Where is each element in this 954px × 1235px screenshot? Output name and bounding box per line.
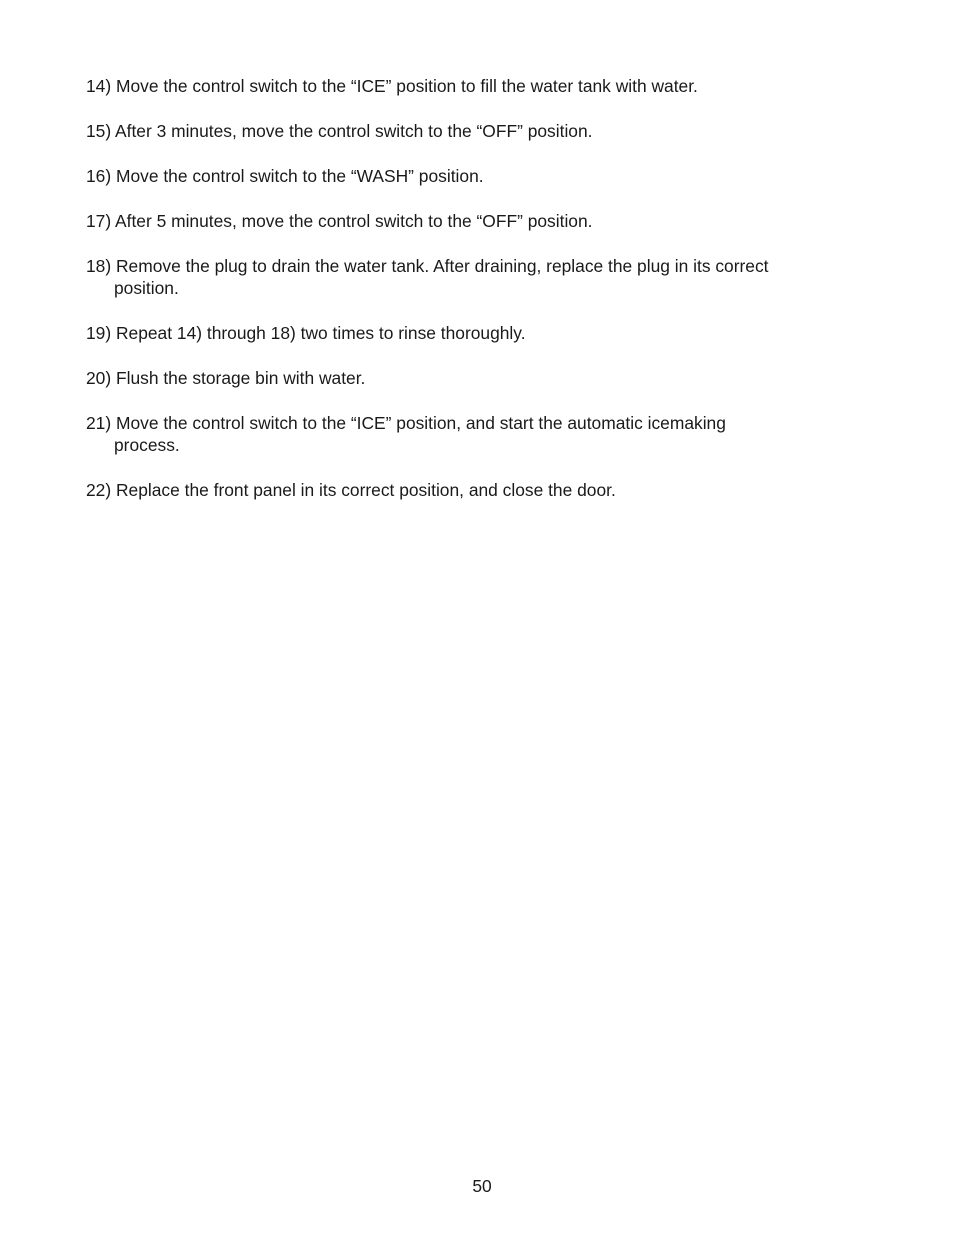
step-text: After 3 minutes, move the control switch to the “OFF” position. (115, 121, 593, 141)
step-number: 17) (86, 211, 112, 231)
step-number: 22) (86, 480, 112, 500)
step-continuation: position. (114, 278, 179, 298)
step-text: Remove the plug to drain the water tank. After draining, replace the plug in its correct (115, 256, 769, 276)
step-text: Repeat 14) through 18) two times to rinse thoroughly. (115, 323, 526, 343)
step-20 (86, 367, 846, 389)
step-number: 16) (86, 166, 112, 186)
step-21 (86, 412, 846, 456)
step-number: 20) (86, 368, 112, 388)
page-number: 50 (472, 1176, 492, 1196)
step-number: 15) (86, 121, 112, 141)
step-number: 19) (86, 323, 112, 343)
step-18 (86, 255, 846, 299)
step-22 (86, 479, 846, 501)
step-19 (86, 322, 846, 344)
step-17 (86, 210, 846, 232)
step-text: Move the control switch to the “WASH” position. (115, 166, 484, 186)
step-15 (86, 120, 846, 142)
step-16 (86, 165, 846, 187)
step-text: Move the control switch to the “ICE” position to fill the water tank with water. (115, 76, 698, 96)
step-number: 14) (86, 76, 112, 96)
step-text: Replace the front panel in its correct position, and close the door. (115, 480, 616, 500)
instruction-list (86, 75, 846, 524)
step-continuation: process. (114, 435, 180, 455)
step-text: Move the control switch to the “ICE” position, and start the automatic icemaking (115, 413, 726, 433)
step-text: Flush the storage bin with water. (115, 368, 366, 388)
step-number: 21) (86, 413, 112, 433)
step-14 (86, 75, 846, 97)
step-text: After 5 minutes, move the control switch to the “OFF” position. (115, 211, 593, 231)
step-number: 18) (86, 256, 112, 276)
